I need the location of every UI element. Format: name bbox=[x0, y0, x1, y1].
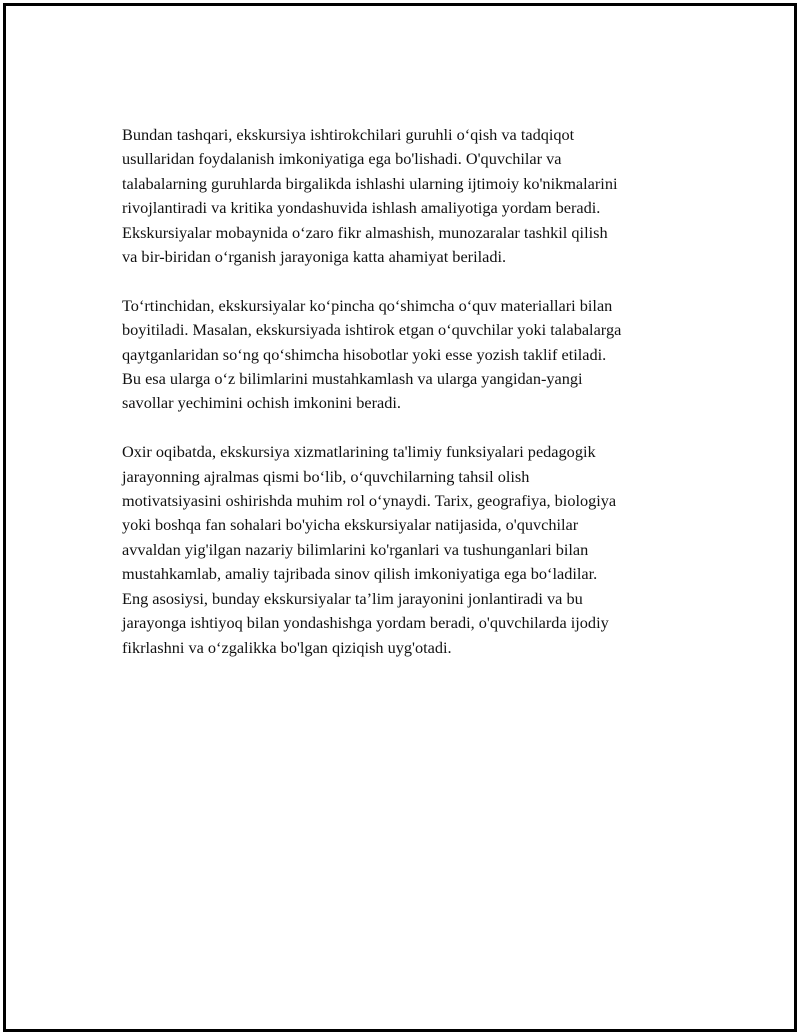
text-line: Bu esa ularga o‘z bilimlarini mustahkamlash va ularga yangidan-yangi bbox=[122, 369, 583, 389]
paragraph-2 bbox=[122, 294, 702, 416]
text-line: jarayonning ajralmas qismi bo‘lib, o‘quvchilarning tahsil olish bbox=[122, 466, 530, 486]
text-line: motivatsiyasini oshirishda muhim rol o‘ynaydi. Tarix, geografiya, biologiya bbox=[122, 491, 617, 511]
text-line: fikrlashni va o‘zgalikka bo'lgan qiziqish uyg'otadi. bbox=[122, 637, 452, 657]
text-line: talabalarning guruhlarda birgalikda ishlashi ularning ijtimoiy ko'nikmalarini bbox=[122, 173, 618, 193]
text-line: Oxir oqibatda, ekskursiya xizmatlarining ta'limiy funksiyalari pedagogik bbox=[122, 442, 596, 462]
text-line: mustahkamlab, amaliy tajribada sinov qilish imkoniyatiga ega bo‘ladilar. bbox=[122, 564, 598, 584]
text-line: Ekskursiyalar mobaynida o‘zaro fikr almashish, munozaralar tashkil qilish bbox=[122, 222, 608, 242]
paragraph-3 bbox=[122, 440, 702, 660]
text-line: usullaridan foydalanish imkoniyatiga ega bo'lishadi. O'quvchilar va bbox=[122, 149, 562, 169]
text-line: To‘rtinchidan, ekskursiyalar ko‘pincha qo‘shimcha o‘quv materiallari bilan bbox=[122, 295, 613, 315]
text-line: yoki boshqa fan sohalari bo'yicha ekskursiyalar natijasida, o'quvchilar bbox=[122, 515, 579, 535]
text-line: jarayonga ishtiyoq bilan yondashishga yordam beradi, o'quvchilarda ijodiy bbox=[122, 613, 609, 633]
text-line: Eng asosiysi, bunday ekskursiyalar ta’lim jarayonini jonlantiradi va bu bbox=[122, 588, 583, 608]
paragraph-1 bbox=[122, 123, 702, 269]
page-frame bbox=[3, 3, 797, 1032]
text-line: avvaldan yig'ilgan nazariy bilimlarini ko'rganlari va tushunganlari bilan bbox=[122, 539, 589, 559]
text-line: boyitiladi. Masalan, ekskursiyada ishtirok etgan o‘quvchilar yoki talabalarga bbox=[122, 320, 622, 340]
text-line: va bir-biridan o‘rganish jarayoniga katta ahamiyat beriladi. bbox=[122, 247, 507, 267]
text-line: Bundan tashqari, ekskursiya ishtirokchilari guruhli o‘qish va tadqiqot bbox=[122, 125, 575, 144]
text-line: rivojlantiradi va kritika yondashuvida ishlash amaliyotiga yordam beradi. bbox=[122, 198, 601, 218]
text-line: qaytganlaridan so‘ng qo‘shimcha hisobotlar yoki esse yozish taklif etiladi. bbox=[122, 344, 607, 364]
text-line: savollar yechimini ochish imkonini beradi. bbox=[122, 393, 401, 413]
document-body bbox=[122, 123, 702, 684]
